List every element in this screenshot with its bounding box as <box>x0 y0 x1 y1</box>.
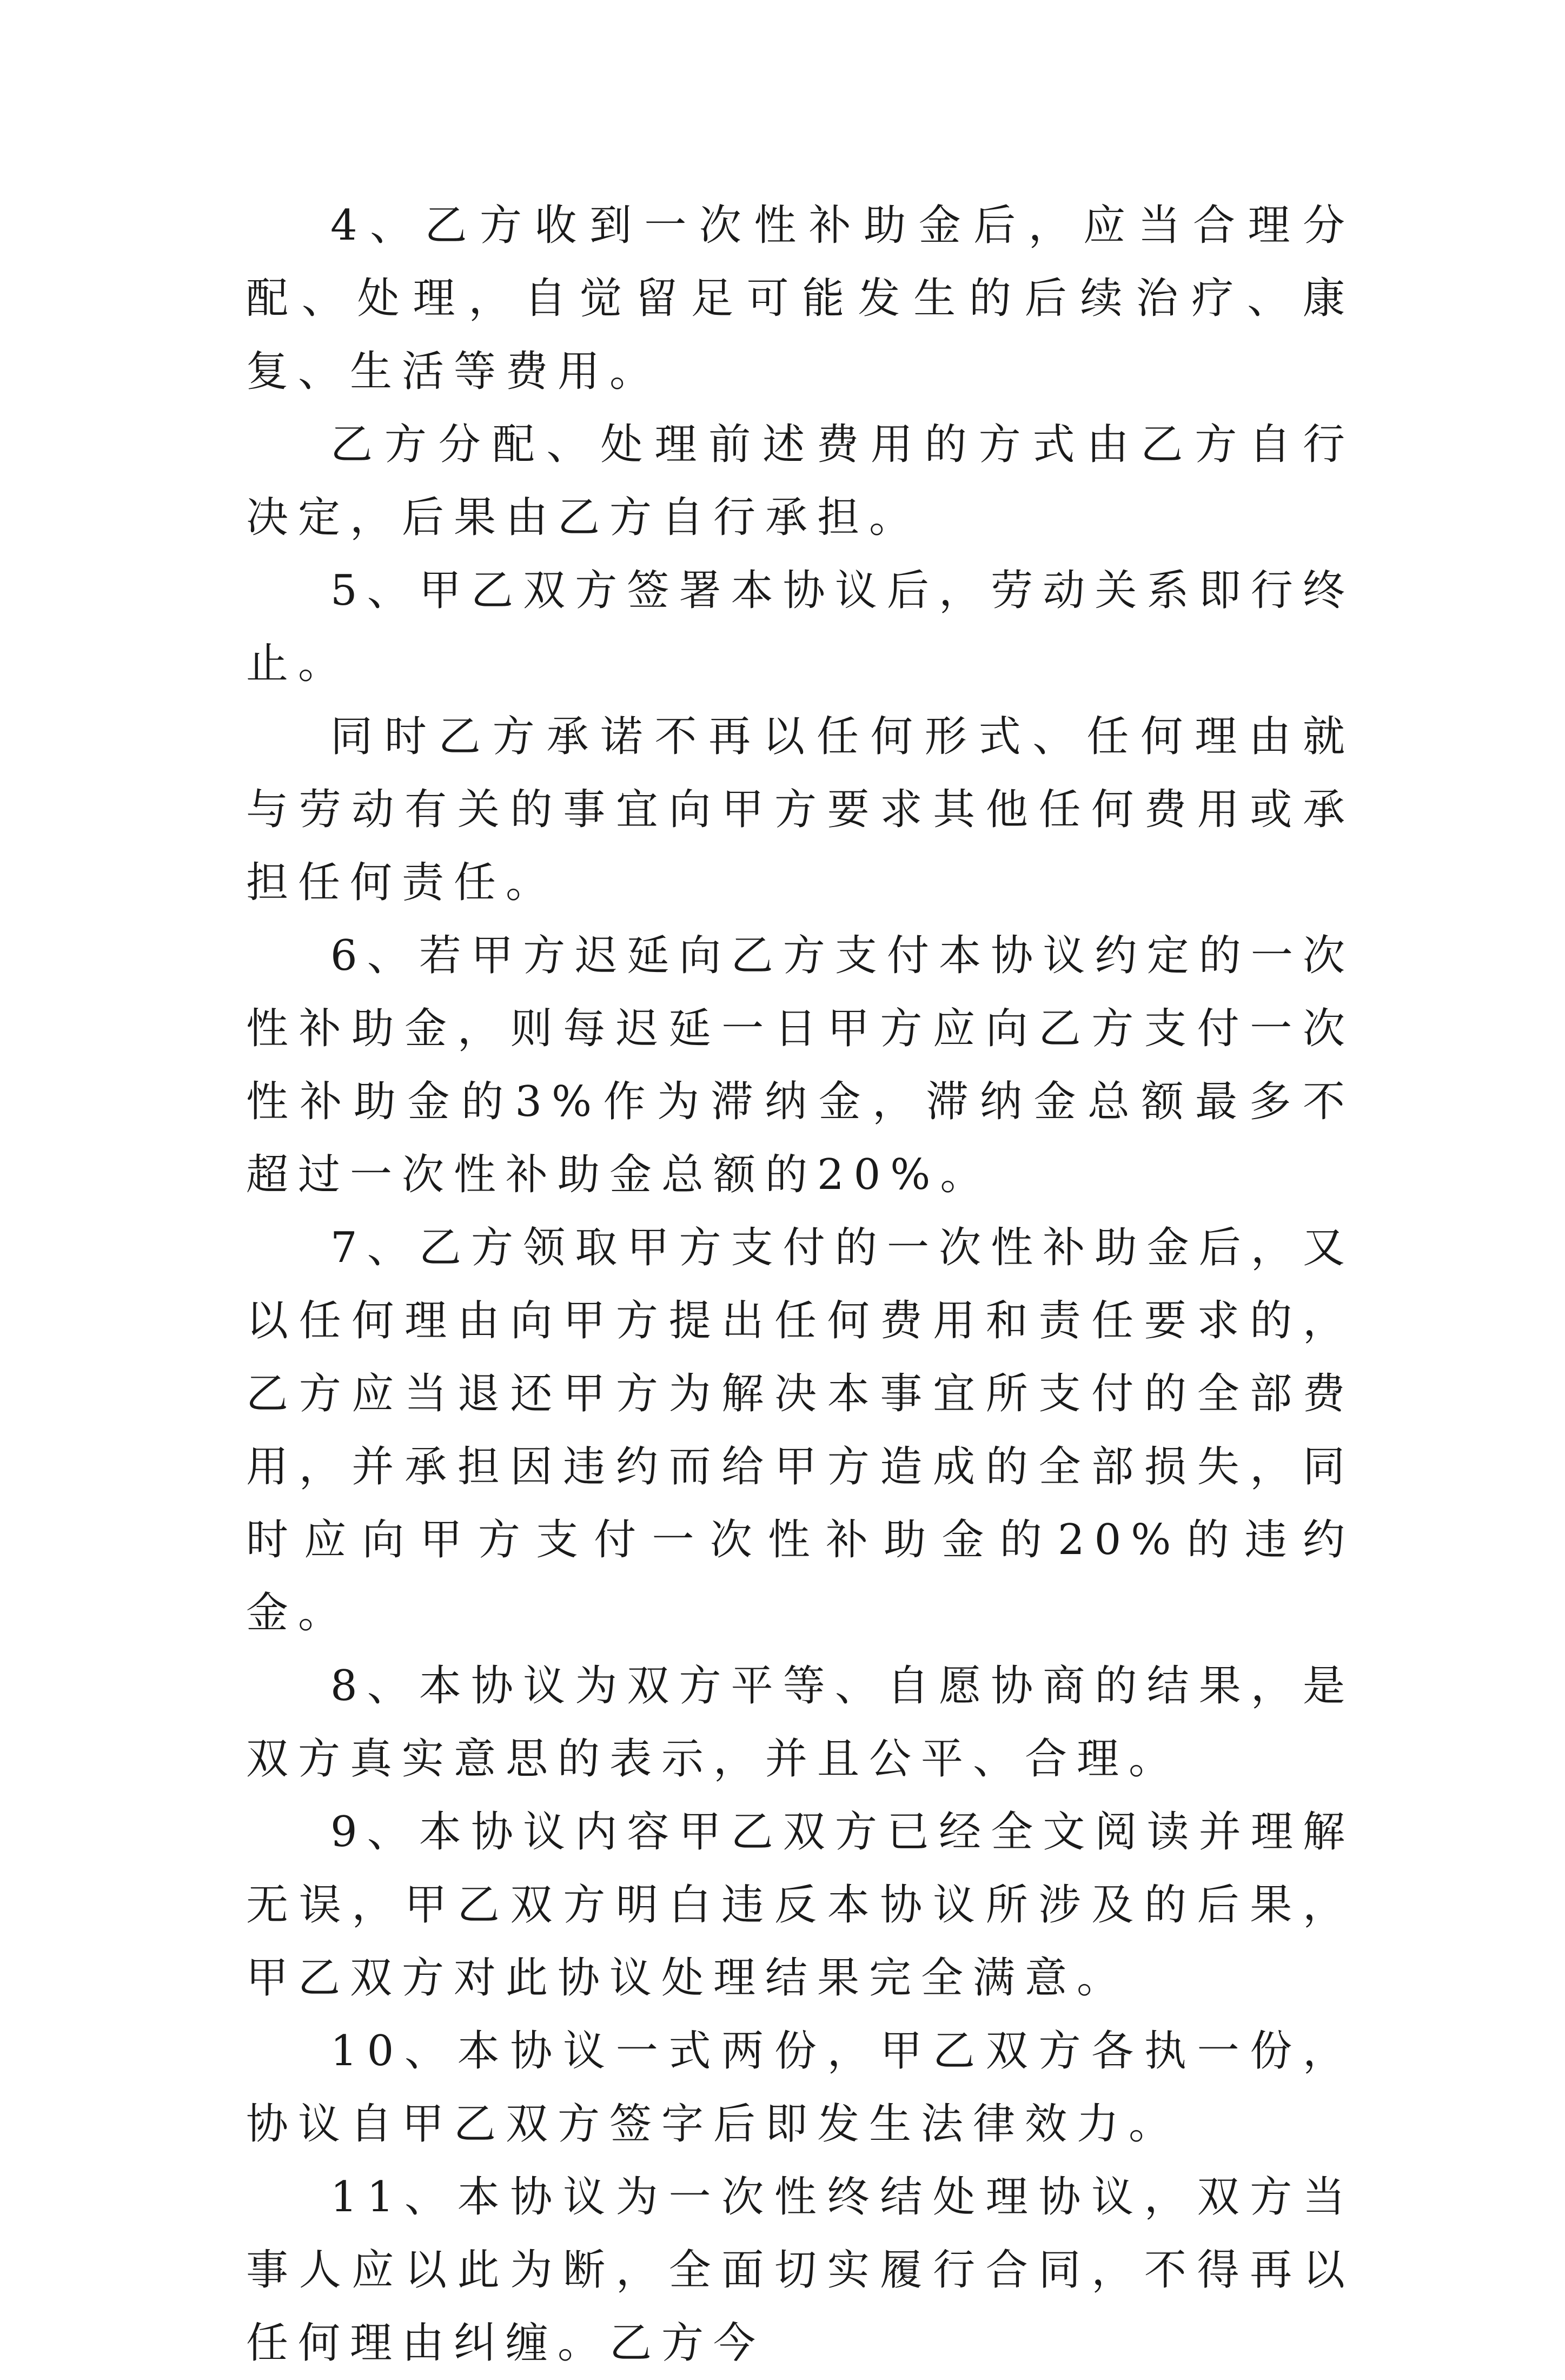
paragraph-clause-11: 11、本协议为一次性终结处理协议，双方当事人应以此为断，全面切实履行合同，不得再以任何理由纠缠。乙方今 <box>246 2173 1355 2368</box>
paragraph-clause-6: 6、若甲方迟延向乙方支付本协议约定的一次性补助金，则每迟延一日甲方应向乙方支付一次性补助金的3%作为滞纳金，滞纳金总额最多不超过一次性补助金总额的20%。 <box>246 931 1355 1199</box>
paragraph-clause-8: 8、本协议为双方平等、自愿协商的结果，是双方真实意思的表示，并且公平、合理。 <box>246 1662 1355 1783</box>
paragraph-clause-4: 4、乙方收到一次性补助金后，应当合理分配、处理，自觉留足可能发生的后续治疗、康复、生活等费用。 <box>246 201 1355 396</box>
paragraph-clause-9: 9、本协议内容甲乙双方已经全文阅读并理解无误，甲乙双方明白违反本协议所涉及的后果，甲乙双方对此协议处理结果完全满意。 <box>246 1808 1355 2002</box>
document-body <box>246 189 1355 2380</box>
paragraph-clause-10: 10、本协议一式两份，甲乙双方各执一份，协议自甲乙双方签字后即发生法律效力。 <box>246 2027 1355 2148</box>
paragraph-clause-7: 7、乙方领取甲方支付的一次性补助金后，又以任何理由向甲方提出任何费用和责任要求的，乙方应当退还甲方为解决本事宜所支付的全部费用，并承担因违约而给甲方造成的全部损失，同时应向甲方支付一次性补助金的20%的违约金。 <box>246 1224 1355 1637</box>
paragraph-clause-5-cont: 同时乙方承诺不再以任何形式、任何理由就与劳动有关的事宜向甲方要求其他任何费用或承担任何责任。 <box>246 712 1355 907</box>
paragraph-clause-5: 5、甲乙双方签署本协议后，劳动关系即行终止。 <box>246 566 1355 688</box>
paragraph-clause-4-cont: 乙方分配、处理前述费用的方式由乙方自行决定，后果由乙方自行承担。 <box>246 420 1355 542</box>
